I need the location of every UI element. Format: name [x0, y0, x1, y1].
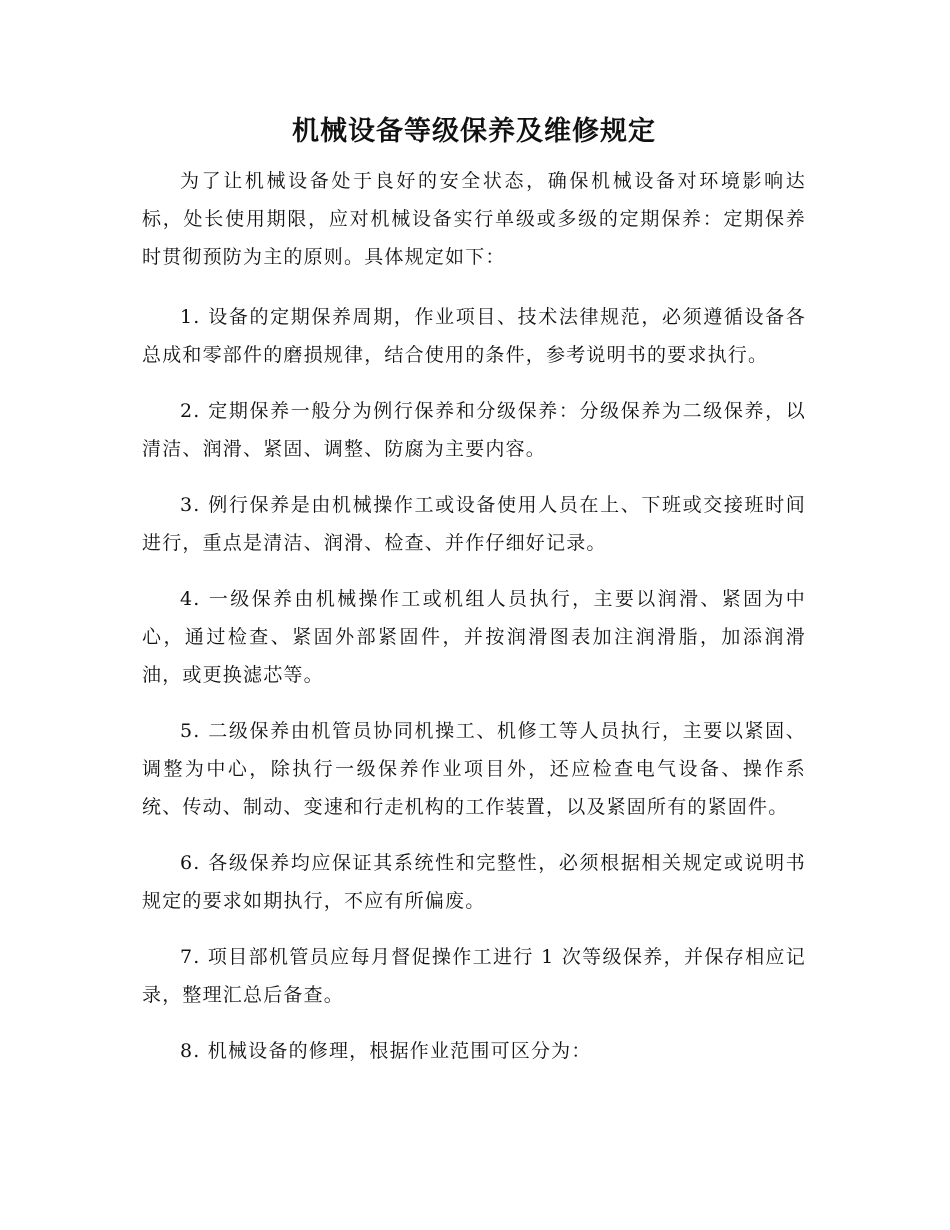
document-page — [142, 112, 806, 1088]
rule-item-8: 8. 机械设备的修理，根据作业范围可区分为： — [180, 1040, 592, 1062]
rule-item-3: 3. 例行保养是由机械操作工或设备使用人员在上、下班或交接班时间进行，重点是清洁、润滑、检查、并作仔细好记录。 — [142, 494, 806, 554]
rule-item-5: 5. 二级保养由机管员协同机操工、机修工等人员执行，主要以紧固、调整为中心，除执行一级保养作业项目外，还应检查电气设备、操作系统、传动、制动、变速和行走机构的工作装置，以及紧固所有的紧固件。 — [142, 720, 806, 818]
document-title: 机械设备等级保养及维修规定 — [292, 116, 656, 147]
rule-item-2: 2. 定期保养一般分为例行保养和分级保养：分级保养为二级保养，以清洁、润滑、紧固、调整、防腐为主要内容。 — [142, 400, 806, 460]
rule-item-7: 7. 项目部机管员应每月督促操作工进行 1 次等级保养，并保存相应记录，整理汇总后备查。 — [142, 946, 806, 1006]
rule-item-1: 1. 设备的定期保养周期，作业项目、技术法律规范，必须遵循设备各总成和零部件的磨损规律，结合使用的条件，参考说明书的要求执行。 — [142, 306, 806, 366]
intro-paragraph: 为了让机械设备处于良好的安全状态，确保机械设备对环境影响达标，处长使用期限，应对机械设备实行单级或多级的定期保养：定期保养时贯彻预防为主的原则。具体规定如下： — [142, 170, 806, 268]
rule-item-6: 6. 各级保养均应保证其系统性和完整性，必须根据相关规定或说明书规定的要求如期执行，不应有所偏废。 — [142, 852, 806, 912]
rule-item-4: 4. 一级保养由机械操作工或机组人员执行，主要以润滑、紧固为中心，通过检查、紧固外部紧固件，并按润滑图表加注润滑脂，加添润滑油，或更换滤芯等。 — [142, 588, 806, 686]
